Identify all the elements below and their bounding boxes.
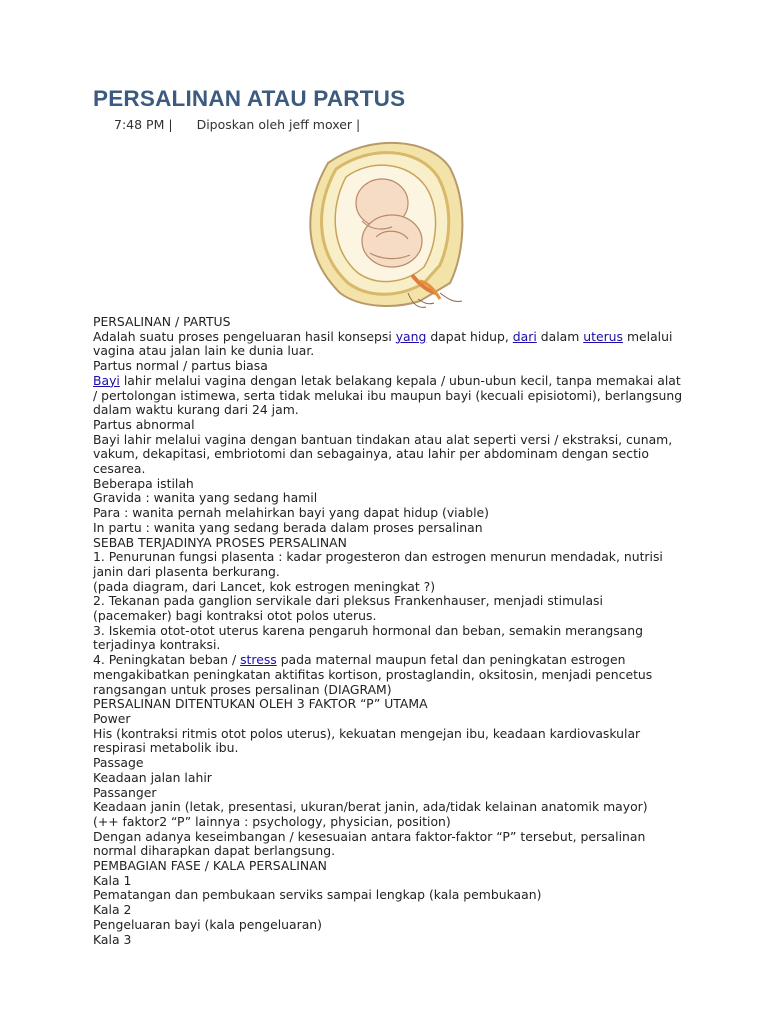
paragraph: 2. Tekanan pada ganglion servikale dari pleksus Frankenhauser, menjadi stimulasi (pacemaker) bagi kontraksi otot polos uterus. [93, 593, 603, 624]
article-body [93, 315, 683, 947]
post-meta [114, 117, 384, 132]
link-stress[interactable]: stress [240, 652, 277, 668]
paragraph: PERSALINAN DITENTUKAN OLEH 3 FAKTOR “P” UTAMA [93, 696, 428, 712]
link-yang[interactable]: yang [395, 328, 427, 344]
paragraph: Dengan adanya keseimbangan / kesesuaian antara faktor-faktor “P” tersebut, persalinan normal diharapkan dapat berlangsung. [93, 828, 646, 859]
paragraph: (++ faktor2 “P” lainnya : psychology, physician, position) [93, 813, 451, 829]
paragraph: Pematangan dan pembukaan serviks sampai lengkap (kala pembukaan) [93, 887, 542, 903]
paragraph: SEBAB TERJADINYA PROSES PERSALINAN [93, 534, 347, 550]
paragraph: Partus normal / partus biasa [93, 358, 268, 374]
paragraph: Partus abnormal [93, 416, 195, 432]
paragraph: Kala 2 [93, 902, 132, 918]
paragraph: Passage [93, 755, 144, 771]
paragraph: 4. Peningkatan beban / stress pada maternal maupun fetal dan peningkatan estrogen mengakibatkan peningkatan aktifitas kortison, prostaglandin, oksitosin, menjadi pencetus rangsangan untuk proses persalinan (DIAGRAM) [93, 652, 653, 697]
paragraph: In partu : wanita yang sedang berada dalam proses persalinan [93, 519, 483, 535]
paragraph: Bayi lahir melalui vagina dengan bantuan tindakan atau alat seperti versi / ekstraksi, cunam, vakum, dekapitasi, embriotomi dan sebagainya, atau lahir per abdominam dengan sectio cesarea. [93, 431, 673, 477]
paragraph: 3. Iskemia otot-otot uterus karena pengaruh hormonal dan beban, semakin merangsang terjadinya kontraksi. [93, 622, 643, 653]
paragraph: (pada diagram, dari Lancet, kok estrogen meningkat ?) [93, 578, 436, 594]
paragraph: Gravida : wanita yang sedang hamil [93, 490, 318, 506]
paragraph: 1. Penurunan fungsi plasenta : kadar progesteron dan estrogen menurun mendadak, nutrisi janin dari plasenta berkurang. [93, 549, 663, 579]
paragraph: Keadaan jalan lahir [93, 769, 212, 785]
link-dari[interactable]: dari [512, 328, 537, 344]
paragraph: Kala 3 [93, 931, 132, 947]
link-bayi[interactable]: Bayi [93, 372, 120, 388]
post-author: Diposkan oleh jeff moxer | [196, 117, 361, 132]
fetus-in-uterus-illustration [300, 133, 468, 311]
paragraph: Adalah suatu proses pengeluaran hasil konsepsi yang dapat hidup, dari dalam uterus melalui vagina atau jalan lain ke dunia luar. [93, 328, 673, 359]
page-title: PERSALINAN ATAU PARTUS [93, 86, 406, 111]
post-time: 7:48 PM | [114, 117, 173, 132]
paragraph: Bayi lahir melalui vagina dengan letak belakang kepala / ubun-ubun kecil, tanpa memakai alat / pertolongan istimewa, serta tidak melukai ibu maupun bayi (kecuali episiotomi), berlangsung dalam waktu kurang dari 24 jam. [93, 372, 683, 418]
paragraph: Kala 1 [93, 872, 132, 888]
paragraph: Passanger [93, 784, 157, 800]
link-uterus[interactable]: uterus [583, 328, 623, 344]
paragraph: Keadaan janin (letak, presentasi, ukuran/berat janin, ada/tidak kelainan anatomik mayor) [93, 799, 648, 815]
paragraph: Beberapa istilah [93, 475, 194, 491]
paragraph: Para : wanita pernah melahirkan bayi yang dapat hidup (viable) [93, 505, 489, 521]
paragraph: His (kontraksi ritmis otot polos uterus), kekuatan mengejan ibu, keadaan kardiovaskular respirasi metabolik ibu. [93, 725, 641, 756]
paragraph: PERSALINAN / PARTUS [93, 314, 231, 329]
paragraph: PEMBAGIAN FASE / KALA PERSALINAN [93, 858, 327, 874]
paragraph: Power [93, 710, 131, 726]
paragraph: Pengeluaran bayi (kala pengeluaran) [93, 916, 322, 932]
